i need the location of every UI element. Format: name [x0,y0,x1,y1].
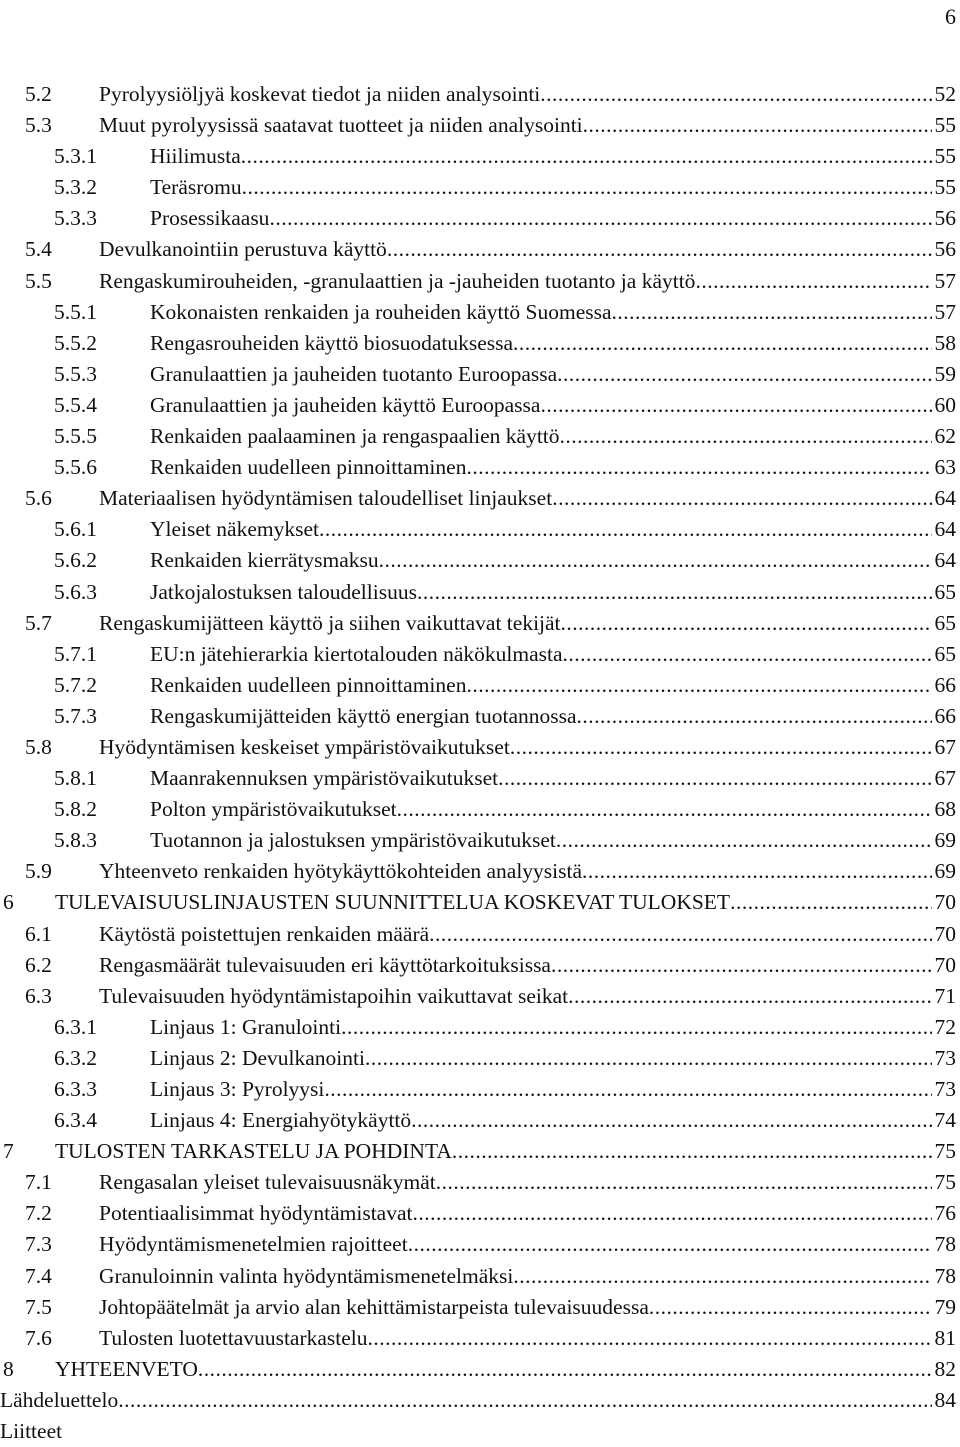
toc-dot-leader [436,1167,932,1198]
toc-entry[interactable] [0,670,960,701]
toc-entry-title: Renkaiden uudelleen pinnoittaminen [150,672,467,697]
toc-entry-title: Hiilimusta [150,144,241,169]
toc-entry-page: 52 [934,82,956,106]
table-of-contents [0,79,960,1447]
toc-dot-leader [649,1292,932,1323]
toc-entry[interactable] [0,452,960,483]
toc-entry-title: Linjaus 2: Devulkanointi [150,1045,365,1070]
toc-entry[interactable] [0,919,960,950]
toc-entry-number: 5.6.3 [54,579,97,604]
toc-entry-page: 75 [934,1139,956,1164]
toc-entry-number: 5.5 [25,268,52,293]
toc-dot-leader [513,1261,931,1292]
toc-entry-number: 6.3.3 [54,1077,97,1101]
toc-dot-leader [563,639,932,670]
toc-dot-leader [417,577,932,608]
toc-entry[interactable] [0,1074,960,1105]
toc-entry-title: Hyödyntämismenetelmien rajoitteet [99,1232,408,1257]
toc-entry-number: 5.4 [25,237,52,262]
toc-entry-title: Potentiaalisimmat hyödyntämistavat [99,1201,413,1226]
toc-entry-number: 7.3 [25,1232,52,1257]
toc-entry-page: 56 [934,237,956,262]
toc-entry-title: Pyrolyysiöljyä koskevat tiedot ja niiden analysointi [99,82,541,106]
toc-entry-title: TULOSTEN TARKASTELU JA POHDINTA [55,1139,452,1164]
toc-dot-leader [510,732,932,763]
toc-dot-leader [368,1323,932,1354]
toc-entry-number: 5.8 [25,734,52,759]
toc-entry[interactable] [0,1416,960,1447]
toc-dot-leader [556,825,932,856]
toc-entry-page: 64 [934,486,956,511]
toc-entry[interactable] [0,514,960,545]
toc-dot-leader [498,763,931,794]
toc-dot-leader [269,203,931,234]
toc-entry-page: 60 [934,392,956,417]
toc-dot-leader [513,328,931,359]
toc-entry[interactable] [0,1136,960,1167]
toc-entry[interactable] [0,1354,960,1385]
toc-entry-number: 5.3.2 [54,175,97,200]
toc-entry[interactable] [0,297,960,328]
toc-dot-leader [540,390,931,421]
toc-entry-title: EU:n jätehierarkia kiertotalouden näkökulmasta [150,641,563,666]
toc-entry-title: Linjaus 3: Pyrolyysi [150,1077,325,1101]
toc-entry-title: Linjaus 4: Energiahyötykäyttö [150,1108,412,1133]
toc-entry-page: 66 [934,703,956,728]
toc-entry-title: Granulaattien ja jauheiden käyttö Euroopassa [150,392,541,417]
toc-entry-title: Jatkojalostuksen taloudellisuus [150,579,417,604]
toc-entry-title: YHTEENVETO [55,1356,198,1381]
toc-entry-number: 5.5.1 [54,299,97,324]
toc-entry[interactable] [0,545,960,576]
toc-entry-number: 5.7.3 [54,703,97,728]
toc-entry-title: Renkaiden kierrätysmaksu [150,548,379,573]
toc-entry-number: 5.3.3 [54,206,97,231]
toc-dot-leader [466,670,931,701]
toc-entry[interactable] [0,359,960,390]
toc-entry-title: Rengaskumijätteiden käyttö energian tuotannossa [150,703,577,728]
toc-entry-number: 5.3.1 [54,144,97,169]
toc-entry[interactable] [0,1385,960,1416]
toc-entry-page: 56 [934,206,956,231]
toc-dot-leader [551,950,932,981]
toc-entry-number: 5.6 [25,486,52,511]
toc-dot-leader [319,514,932,545]
toc-entry-title: Renkaiden uudelleen pinnoittaminen [150,455,467,480]
toc-entry-page: 70 [934,921,956,946]
toc-entry-title: Granulaattien ja jauheiden tuotanto Euroopassa [150,361,558,386]
toc-entry[interactable] [0,732,960,763]
toc-dot-leader [695,266,931,297]
toc-entry-number: 5.5.2 [54,330,97,355]
toc-entry-page: 57 [934,299,956,324]
toc-entry[interactable] [0,825,960,856]
toc-entry-page: 58 [934,330,956,355]
toc-entry-page: 78 [934,1232,956,1257]
toc-entry[interactable] [0,483,960,514]
toc-entry-number: 7.6 [25,1325,52,1350]
toc-dot-leader [413,1198,932,1229]
toc-entry-number: 5.2 [25,82,52,106]
toc-entry-title: Yleiset näkemykset [150,517,319,542]
toc-entry[interactable] [0,328,960,359]
toc-entry-page: 84 [934,1387,956,1412]
toc-dot-leader [397,794,932,825]
toc-dot-leader [411,1105,931,1136]
toc-entry-number: 5.5.3 [54,361,97,386]
toc-entry-page: 70 [934,890,956,915]
toc-entry-title: Muut pyrolyysissä saatavat tuotteet ja niiden analysointi [99,113,583,138]
toc-entry-page: 82 [934,1356,956,1381]
toc-entry[interactable] [0,421,960,452]
toc-entry-page: 73 [934,1077,956,1101]
toc-entry-page: 55 [934,113,956,138]
toc-dot-leader [557,359,931,390]
toc-entry-number: 6.3 [25,983,52,1008]
toc-entry[interactable] [0,794,960,825]
toc-entry[interactable] [0,1043,960,1074]
toc-entry-page: 55 [934,144,956,169]
toc-entry-number: 5.8.2 [54,797,97,822]
toc-dot-leader [379,545,932,576]
toc-entry-page: 62 [934,424,956,449]
toc-entry-title: Kokonaisten renkaiden ja rouheiden käyttö Suomessa [150,299,612,324]
toc-entry[interactable] [0,763,960,794]
toc-entry-page: 81 [934,1325,956,1350]
toc-entry-title: Maanrakennuksen ympäristövaikutukset [150,766,499,791]
toc-entry-page: 74 [934,1108,956,1133]
toc-entry-number: 6.2 [25,952,52,977]
toc-entry[interactable] [0,577,960,608]
toc-entry-title: Tulosten luotettavuustarkastelu [99,1325,368,1350]
toc-entry[interactable] [0,887,960,918]
toc-entry-page: 71 [934,983,956,1008]
toc-entry-number: 5.5.6 [54,455,97,480]
toc-dot-leader [452,1136,932,1167]
toc-entry-page: 65 [934,579,956,604]
toc-entry[interactable] [0,79,960,110]
toc-entry-number: 6 [3,890,14,915]
toc-entry-page: 55 [934,175,956,200]
toc-entry-title: Rengasmäärät tulevaisuuden eri käyttötarkoituksissa [99,952,551,977]
toc-entry[interactable] [0,639,960,670]
toc-dot-leader [612,297,932,328]
toc-entry-number: 5.7 [25,610,52,635]
toc-entry-number: 7 [3,1139,14,1164]
toc-entry-number: 5.3 [25,113,52,138]
toc-dot-leader [241,141,932,172]
toc-entry-title: Rengasalan yleiset tulevaisuusnäkymät [99,1170,436,1195]
toc-entry-title: Lähdeluettelo [0,1387,119,1412]
toc-entry[interactable] [0,856,960,887]
toc-entry-page: 73 [934,1045,956,1070]
toc-entry-number: 7.5 [25,1294,52,1319]
toc-entry-page: 78 [934,1263,956,1288]
toc-entry-number: 5.5.4 [54,392,97,417]
toc-entry[interactable] [0,141,960,172]
toc-entry[interactable] [0,1229,960,1260]
toc-entry-page: 72 [934,1014,956,1039]
toc-entry-number: 5.6.2 [54,548,97,573]
toc-entry-number: 6.3.4 [54,1108,97,1133]
toc-entry-number: 7.4 [25,1263,52,1288]
toc-entry-title: Linjaus 1: Granulointi [150,1014,342,1039]
toc-dot-leader [341,1012,931,1043]
toc-dot-leader [577,701,932,732]
toc-entry-page: 67 [934,766,956,791]
toc-entry[interactable] [0,203,960,234]
toc-entry[interactable] [0,234,960,265]
toc-entry-title: Devulkanointiin perustuva käyttö [99,237,387,262]
toc-entry-title: TULEVAISUUSLINJAUSTEN SUUNNITTELUA KOSKEVAT TULOKSET [55,890,731,915]
toc-entry-page: 69 [934,859,956,884]
toc-entry-title: Materiaalisen hyödyntämisen taloudelliset linjaukset [99,486,553,511]
toc-entry-number: 5.8.1 [54,766,97,791]
toc-entry[interactable] [0,1323,960,1354]
toc-dot-leader [582,856,931,887]
toc-entry-page: 64 [934,548,956,573]
toc-entry-number: 6.1 [25,921,52,946]
toc-entry[interactable] [0,1105,960,1136]
toc-entry-number: 5.9 [25,859,52,884]
toc-entry-page: 63 [934,455,956,480]
toc-entry-page: 65 [934,610,956,635]
toc-entry-title: Tulevaisuuden hyödyntämistapoihin vaikuttavat seikat [99,983,569,1008]
toc-entry-number: 8 [3,1356,14,1381]
toc-entry-number: 5.7.1 [54,641,97,666]
toc-entry[interactable] [0,981,960,1012]
toc-entry-page: 79 [934,1294,956,1319]
toc-entry-number: 7.2 [25,1201,52,1226]
toc-entry-title: Rengaskumijätteen käyttö ja siihen vaikuttavat tekijät [99,610,561,635]
toc-entry[interactable] [0,701,960,732]
toc-entry-number: 6.3.2 [54,1045,97,1070]
toc-entry-number: 5.5.5 [54,424,97,449]
toc-entry[interactable] [0,266,960,297]
toc-entry[interactable] [0,950,960,981]
toc-dot-leader [730,887,931,918]
toc-entry[interactable] [0,1292,960,1323]
toc-entry-page: 65 [934,641,956,666]
toc-entry-page: 57 [934,268,956,293]
toc-entry-page: 75 [934,1170,956,1195]
toc-entry-page: 59 [934,361,956,386]
toc-dot-leader [583,110,932,141]
toc-entry-number: 6.3.1 [54,1014,97,1039]
toc-entry-title: Granuloinnin valinta hyödyntämismenetelmäksi [99,1263,514,1288]
toc-entry-page: 67 [934,734,956,759]
toc-entry-page: 76 [934,1201,956,1226]
toc-entry-title: Renkaiden paalaaminen ja rengaspaalien käyttö [150,424,560,449]
toc-dot-leader [387,234,932,265]
toc-entry-title: Rengaskumirouheiden, -granulaattien ja -jauheiden tuotanto ja käyttö [99,268,696,293]
toc-entry-title: Johtopäätelmät ja arvio alan kehittämistarpeista tulevaisuudessa [99,1294,649,1319]
toc-dot-leader [198,1354,932,1385]
toc-entry-title: Prosessikaasu [150,206,270,231]
toc-entry-title: Hyödyntämisen keskeiset ympäristövaikutukset [99,734,510,759]
toc-entry-title: Tuotannon ja jalostuksen ympäristövaikutukset [150,828,556,853]
toc-entry-title: Polton ympäristövaikutukset [150,797,397,822]
toc-entry[interactable] [0,1261,960,1292]
toc-dot-leader [324,1074,931,1105]
toc-dot-leader [540,79,931,110]
toc-dot-leader [568,981,931,1012]
toc-entry[interactable] [0,1198,960,1229]
toc-entry[interactable] [0,110,960,141]
toc-entry-number: 5.7.2 [54,672,97,697]
toc-entry-number: 5.6.1 [54,517,97,542]
toc-entry[interactable] [0,390,960,421]
toc-entry-page: 69 [934,828,956,853]
toc-dot-leader [118,1385,931,1416]
toc-entry-title: Teräsromu [150,175,242,200]
toc-entry-page: 70 [934,952,956,977]
page-number: 6 [945,4,956,29]
toc-entry[interactable] [0,1012,960,1043]
toc-entry-page: 64 [934,517,956,542]
toc-entry-number: 7.1 [25,1170,52,1195]
toc-dot-leader [429,919,931,950]
toc-dot-leader [552,483,931,514]
toc-dot-leader [408,1229,932,1260]
toc-entry-title: Yhteenveto renkaiden hyötykäyttökohteiden analyysistä [99,859,583,884]
toc-dot-leader [242,172,932,203]
toc-entry-title: Käytöstä poistettujen renkaiden määrä [99,921,430,946]
toc-entry[interactable] [0,608,960,639]
toc-entry-page: 66 [934,672,956,697]
toc-dot-leader [365,1043,932,1074]
toc-entry[interactable] [0,172,960,203]
toc-dot-leader [561,608,932,639]
toc-dot-leader [466,452,931,483]
toc-entry-page: 68 [934,797,956,822]
toc-entry[interactable] [0,1167,960,1198]
toc-entry-title: Liitteet [0,1419,63,1444]
toc-entry-number: 5.8.3 [54,828,97,853]
toc-dot-leader [560,421,932,452]
toc-entry-title: Rengasrouheiden käyttö biosuodatuksessa [150,330,514,355]
